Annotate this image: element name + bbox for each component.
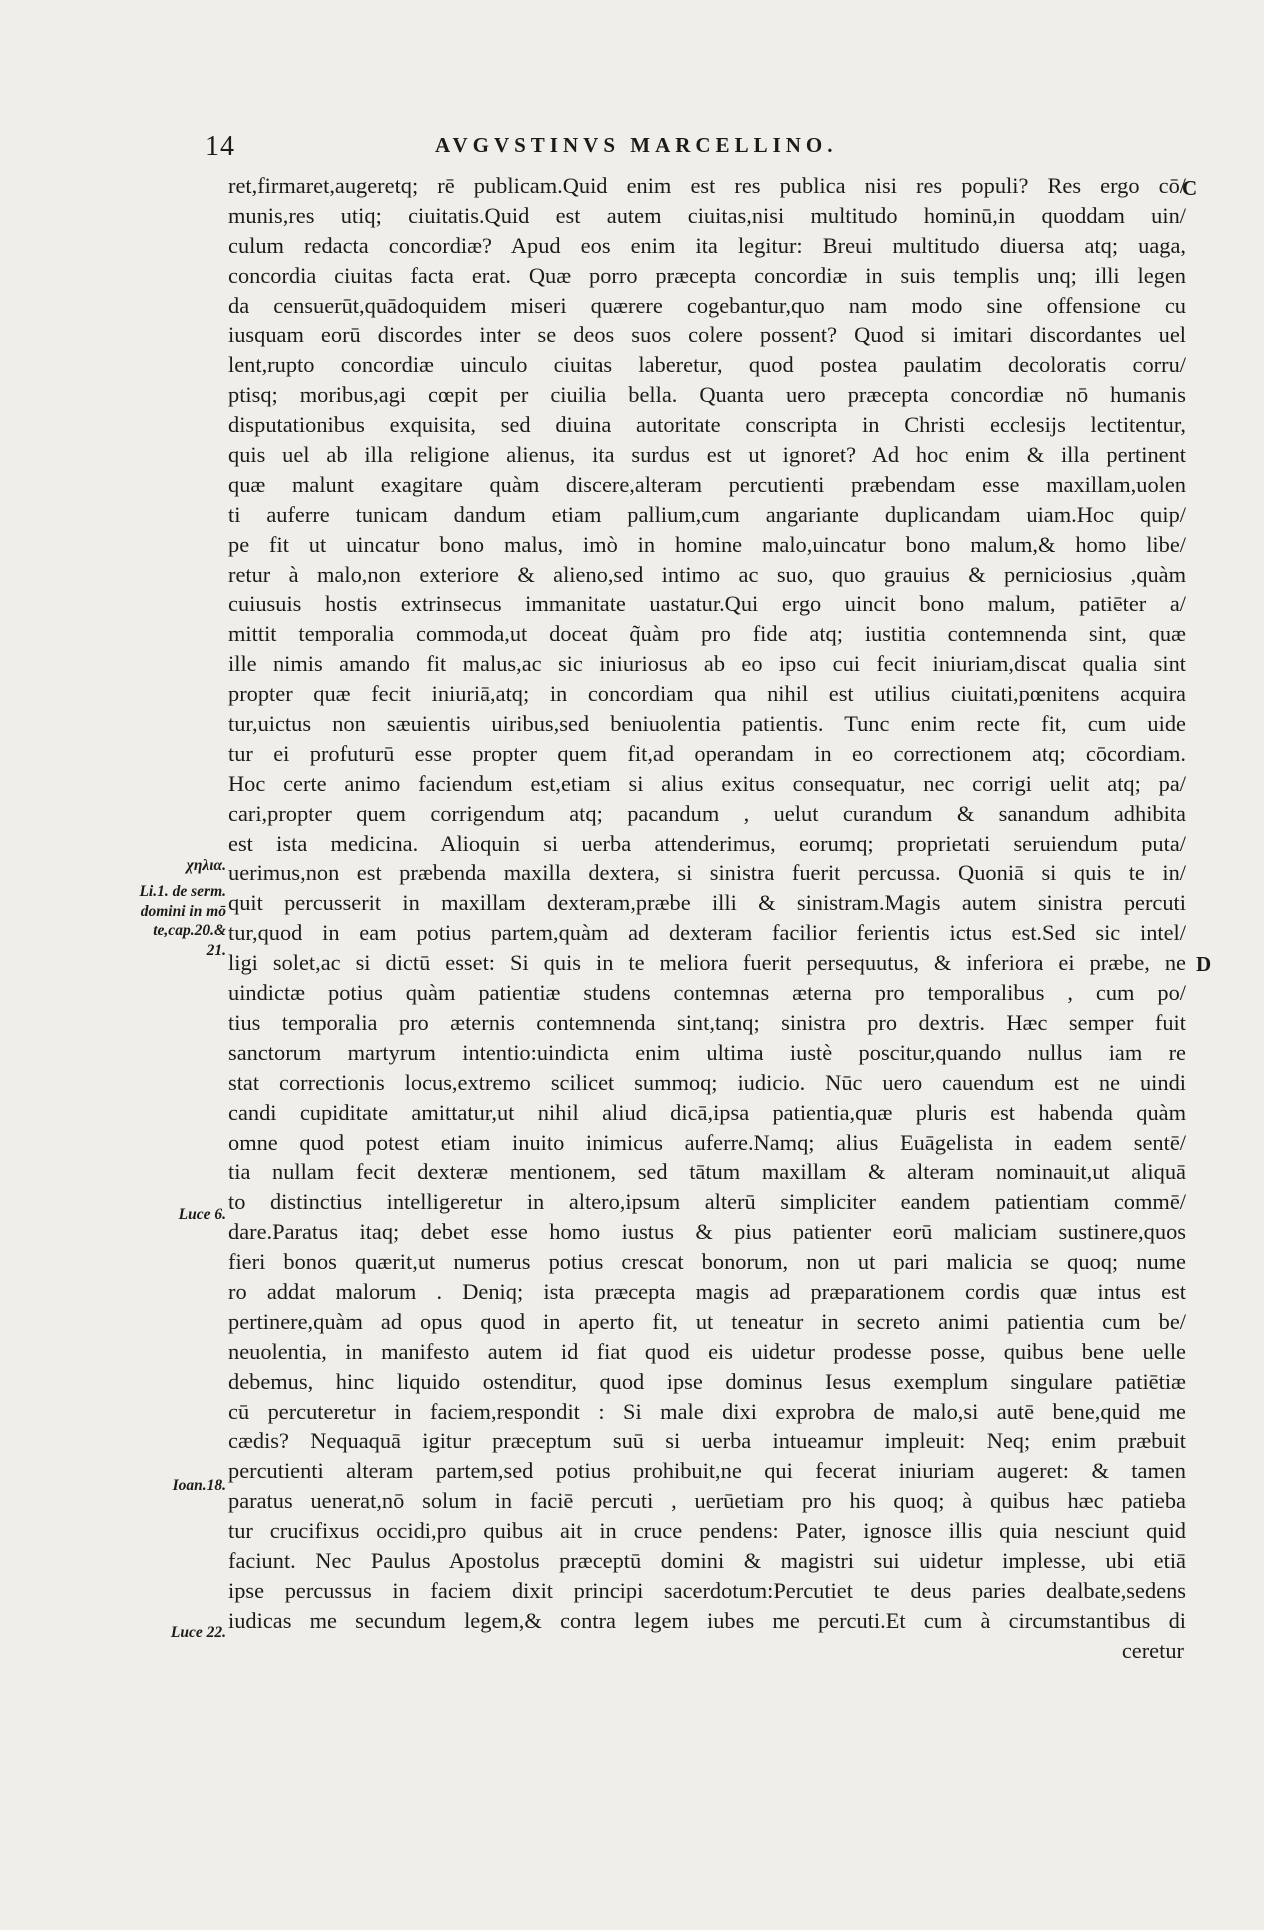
text-line: iusquam eorū discordes inter se deos suos colere possent? Quod si imitari discordantes uel bbox=[228, 322, 1186, 348]
text-line: neuolentia, in manifesto autem id fiat quod eis uidetur prodesse posse, quibus bene uelle bbox=[228, 1338, 1186, 1364]
margin-note-line: te,cap.20.& bbox=[153, 922, 226, 939]
text-line: faciunt. Nec Paulus Apostolus præceptū domini & magistri sui uidetur implesse, ubi etiā bbox=[228, 1547, 1186, 1573]
text-line: to distinctius intelligeretur in altero,ipsum alterū simpliciter eandem patientiam commē/ bbox=[228, 1189, 1186, 1215]
text-line: ligi solet,ac si dictū esset: Si quis in te meliora fuerit persequutus, & inferiora ei præbe, ne bbox=[228, 950, 1186, 976]
body-text bbox=[228, 171, 1186, 1666]
text-line: disputationibus exquisita, sed diuina autoritate conscripta in Christi ecclesijs lectitentur, bbox=[228, 412, 1186, 438]
text-line: da censuerūt,quādoquidem miseri quærere cogebantur,quo nam modo sine offensione cu bbox=[228, 292, 1186, 318]
text-line: fieri bonos quærit,ut numerus potius crescat bonorum, non ut pari malicia se quoq; nume bbox=[228, 1249, 1186, 1275]
text-line: iudicas me secundum legem,& contra legem iubes me percuti.Et cum à circumstantibus di bbox=[228, 1607, 1186, 1633]
text-line: cari,propter quem corrigendum atq; pacandum , uelut curandum & sanandum adhibita bbox=[228, 800, 1186, 826]
text-line: pertinere,quàm ad opus quod in aperto fit, ut teneatur in secreto animi patientia cum be/ bbox=[228, 1308, 1186, 1334]
text-line: ro addat malorum . Deniq; ista præcepta magis ad præparationem cordis quæ intus est bbox=[228, 1278, 1186, 1304]
page-header bbox=[205, 131, 1185, 171]
text-line: percutienti alteram partem,sed potius prohibuit,ne qui fecerat iniuriam augeret: & tamen bbox=[228, 1458, 1186, 1484]
text-line: paratus uenerat,nō solum in faciē percuti , uerūetiam pro his quoq; à quibus hæc patieba bbox=[228, 1488, 1186, 1514]
text-line: ipse percussus in faciem dixit principi sacerdotum:Percutiet te deus paries dealbate,sedens bbox=[228, 1577, 1186, 1603]
text-line: sanctorum martyrum intentio:uindicta enim ultima iustè poscitur,quando nullus iam re bbox=[228, 1039, 1186, 1065]
text-line: quit percusserit in maxillam dexteram,præbe illi & sinistram.Magis autem sinistra percuti bbox=[228, 890, 1186, 916]
text-line: ret,firmaret,augeretq; rē publicam.Quid enim est res publica nisi res populi? Res ergo cō/ bbox=[228, 173, 1186, 198]
text-line: candi cupiditate amittatur,ut nihil aliud dicā,ipsa patientia,quæ pluris est habenda quàm bbox=[228, 1099, 1186, 1125]
text-line: debemus, hinc liquido ostenditur, quod ipse dominus Iesus exemplum singulare patiētiæ bbox=[228, 1368, 1186, 1394]
text-line: tia nullam fecit dexteræ mentionem, sed tātum maxillam & alteram nominauit,ut aliquā bbox=[228, 1159, 1186, 1185]
text-line: uerimus,non est præbenda maxilla dextera, si sinistra fuerit percussa. Quoniā si quis te in/ bbox=[228, 860, 1186, 886]
text-line: dare.Paratus itaq; debet esse homo iustus & pius patienter eorū maliciam sustinere,quos bbox=[228, 1219, 1186, 1245]
text-line: tur crucifixus occidi,pro quibus ait in cruce pendens: Pater, ignosce illis quia nesciunt quid bbox=[228, 1518, 1186, 1544]
text-line: quis uel ab illa religione alienus, ita surdus est ut ignoret? Ad hoc enim & illa pertinent bbox=[228, 442, 1186, 468]
text-line: concordia ciuitas facta erat. Quæ porro præcepta concordiæ in suis templis unq; illi legen bbox=[228, 262, 1186, 288]
margin-note-line: 21. bbox=[206, 941, 226, 959]
text-line: cædis? Nequaquā igitur præceptum suū si uerba intueamur impleuit: Neq; enim præbuit bbox=[228, 1428, 1186, 1454]
text-line: mittit temporalia commoda,ut doceat q̃uàm pro fide atq; iustitia contemnenda sint, quæ bbox=[228, 621, 1186, 647]
text-line: lent,rupto concordiæ uinculo ciuitas laberetur, quod postea paulatim decoloratis corru/ bbox=[228, 352, 1186, 378]
margin-note-ioan-18: Ioan.18. bbox=[172, 1477, 226, 1494]
text-line: ti auferre tunicam dandum etiam pallium,cum angariante duplicandam uiam.Hoc quip/ bbox=[228, 501, 1186, 527]
text-line: omne quod potest etiam inuito inimicus auferre.Namq; alius Euāgelista in eadem sentē/ bbox=[228, 1129, 1186, 1155]
text-line: est ista medicina. Alioquin si uerba attenderimus, eorumq; proprietati seruiendum puta/ bbox=[228, 830, 1186, 856]
section-marker-d: D bbox=[1196, 952, 1213, 976]
text-line: cū percuteretur in faciem,respondit : Si male dixi exprobra de malo,si autē bene,quid me bbox=[228, 1398, 1186, 1424]
text-line: ille nimis amando fit malus,ac sic iniuriosus ab eo ipso cui fecit iniuriam,discat qualia sint bbox=[228, 651, 1186, 677]
text-line: tius temporalia pro æternis contemnenda sint,tanq; sinistra pro dextris. Hæc semper fuit bbox=[228, 1009, 1186, 1035]
text-line: Hoc certe animo faciendum est,etiam si alius exitus consequatur, nec corrigi uelit atq; pa/ bbox=[228, 770, 1186, 796]
running-head: AVGVSTINVS MARCELLINO. bbox=[435, 133, 838, 157]
margin-note-line: domini in mō bbox=[140, 902, 226, 920]
text-line: culum redacta concordiæ? Apud eos enim ita legitur: Breui multitudo diuersa atq; uaga, bbox=[228, 232, 1186, 258]
text-line: tur,quod in eam potius partem,quàm ad dexteram facilior ferientis ictus est.Sed sic intel/ bbox=[228, 920, 1186, 946]
text-line: quæ malunt exagitare quàm discere,alteram percutienti præbendam esse maxillam,uolen bbox=[228, 471, 1186, 497]
text-line: propter quæ fecit iniuriā,atq; in concordiam qua nihil est utilius ciuitati,pœnitens acquira bbox=[228, 681, 1186, 707]
margin-note-sermone bbox=[108, 882, 226, 960]
text-line: pe fit ut uincatur bono malus, imò in homine malo,uincatur bono malum,& homo libe/ bbox=[228, 531, 1186, 557]
margin-note-greek: χηλια. bbox=[186, 857, 226, 874]
margin-note-line: Li.1. de serm. bbox=[139, 883, 226, 900]
text-line: ceretur bbox=[1121, 1637, 1184, 1663]
text-line: stat correctionis locus,extremo scilicet summoq; iudicio. Nūc uero cauendum est ne uindi bbox=[228, 1069, 1186, 1095]
text-line: retur à malo,non exteriore & alieno,sed intimo ac suo, quo grauius & perniciosius ,quàm bbox=[228, 561, 1186, 587]
text-line: cuiusuis hostis extrinsecus immanitate uastatur.Qui ergo uincit bono malum, patiēter a/ bbox=[228, 591, 1186, 617]
text-line: tur ei profuturū esse propter quem fit,ad operandam in eo correctionem atq; cōcordiam. bbox=[228, 740, 1186, 766]
text-line: uindictæ potius quàm patientiæ studens contemnas æterna pro temporalibus , cum po/ bbox=[228, 980, 1186, 1006]
text-line: munis,res utiq; ciuitatis.Quid est autem ciuitas,nisi multitudo hominū,in quoddam uin/ bbox=[228, 202, 1186, 228]
text-line: ptisq; moribus,agi cœpit per ciuilia bella. Quanta uero præcepta concordiæ nō humanis bbox=[228, 382, 1186, 408]
section-marker-c: C bbox=[1182, 176, 1199, 200]
margin-note-luke-22: Luce 22. bbox=[170, 1624, 226, 1641]
page-number: 14 bbox=[205, 131, 235, 162]
text-line: tur,uictus non sæuientis uiribus,sed beniuolentia patientis. Tunc enim recte fit, cum uide bbox=[228, 711, 1186, 737]
margin-note-luke-6: Luce 6. bbox=[178, 1206, 226, 1223]
